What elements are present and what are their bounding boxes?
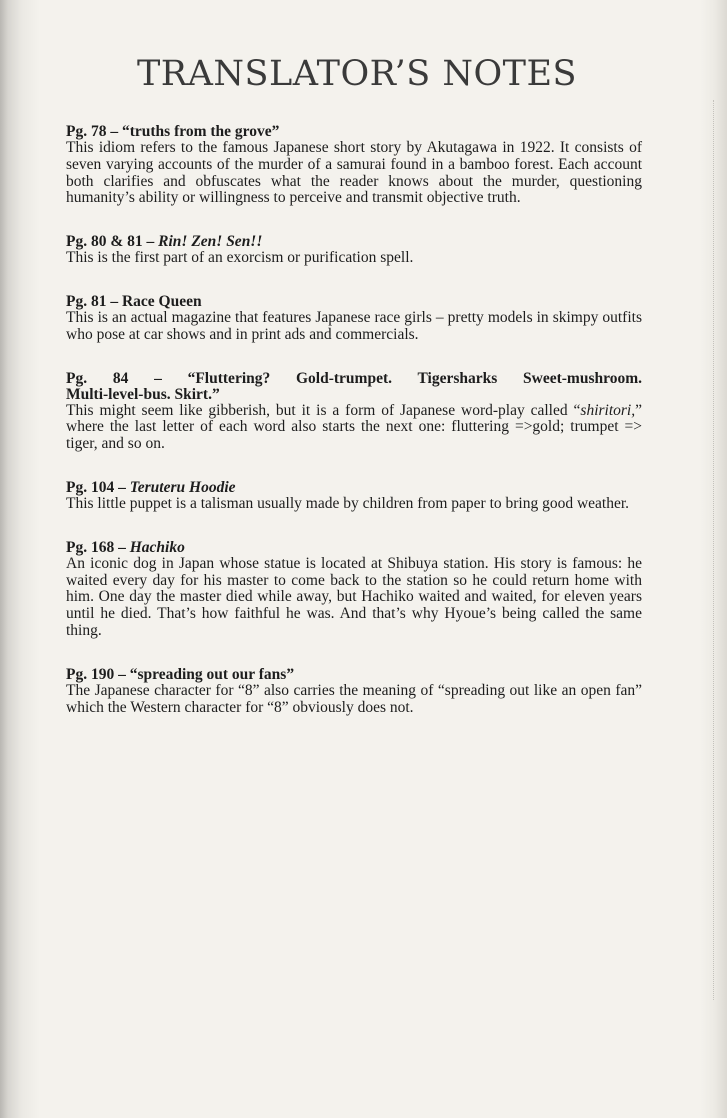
note-heading-italic: Hachiko	[129, 538, 185, 556]
page-title: TRANSLATOR’S NOTES	[136, 54, 578, 94]
note-body: This might seem like gibberish, but it is a form of Japanese word-play called “shiritori,” where the last letter of each word also starts the next one: fluttering =>gold; trumpet => tiger, and so on.	[66, 401, 642, 453]
note-pg-190	[66, 667, 642, 717]
note-heading: Pg. 78 – “truths from the grove”	[66, 123, 280, 140]
note-body: This idiom refers to the famous Japanese short story by Akutagawa in 1922. It consists of seven varying accounts of the murder of a samurai found in a bamboo forest. Each account both clarifies and obfuscates what the reader knows about the murder, questioning humanity’s ability or willingness to perceive and transmit objective truth.	[66, 139, 642, 207]
note-body-italic: shiritori,	[580, 401, 636, 419]
note-body: An iconic dog in Japan whose statue is located at Shibuya station. His story is famous: he waited every day for his master to come back to the station so he could return home with him. One day the master died while away, but Hachiko waited and waited, for eleven years until he died. That’s how faithful he was. And that’s why Hyoue’s being called the same thing.	[66, 554, 642, 639]
note-pg-78	[66, 124, 642, 207]
page-edge	[711, 100, 714, 1000]
note-heading: Pg. 168 – Hachiko	[66, 538, 185, 556]
note-pg-80-81	[66, 234, 642, 267]
note-heading-line-2: Multi-level-bus. Skirt.”	[66, 385, 220, 403]
note-body: The Japanese character for “8” also carries the meaning of “spreading out like an open fan” which the Western character for “8” obviously does not.	[66, 681, 642, 716]
note-body: This is an actual magazine that features Japanese race girls – pretty models in skimpy outfits who pose at car shows and in print ads and commercials.	[66, 308, 642, 343]
note-pg-104	[66, 480, 642, 513]
note-pg-84	[66, 371, 642, 453]
note-heading: Pg. 81 – Race Queen	[66, 292, 202, 310]
notes-list	[66, 124, 642, 743]
note-pg-81	[66, 294, 642, 344]
note-body: This is the first part of an exorcism or purification spell.	[66, 249, 414, 267]
note-heading: Pg. 80 & 81 – Rin! Zen! Sen!!	[66, 233, 263, 251]
note-body: This little puppet is a talisman usually made by children from paper to bring good weather.	[66, 494, 630, 512]
note-heading-italic: Rin! Zen! Sen!!	[158, 233, 263, 251]
note-pg-168	[66, 540, 642, 640]
note-heading: Pg. 190 – “spreading out our fans”	[66, 665, 295, 683]
note-heading: Pg. 104 – Teruteru Hoodie	[66, 478, 236, 496]
note-heading-line-1: Pg. 84 – “Fluttering? Gold-trumpet. Tigersharks Sweet-mushroom.	[66, 369, 642, 387]
note-heading-italic: Teruteru Hoodie	[129, 478, 236, 496]
